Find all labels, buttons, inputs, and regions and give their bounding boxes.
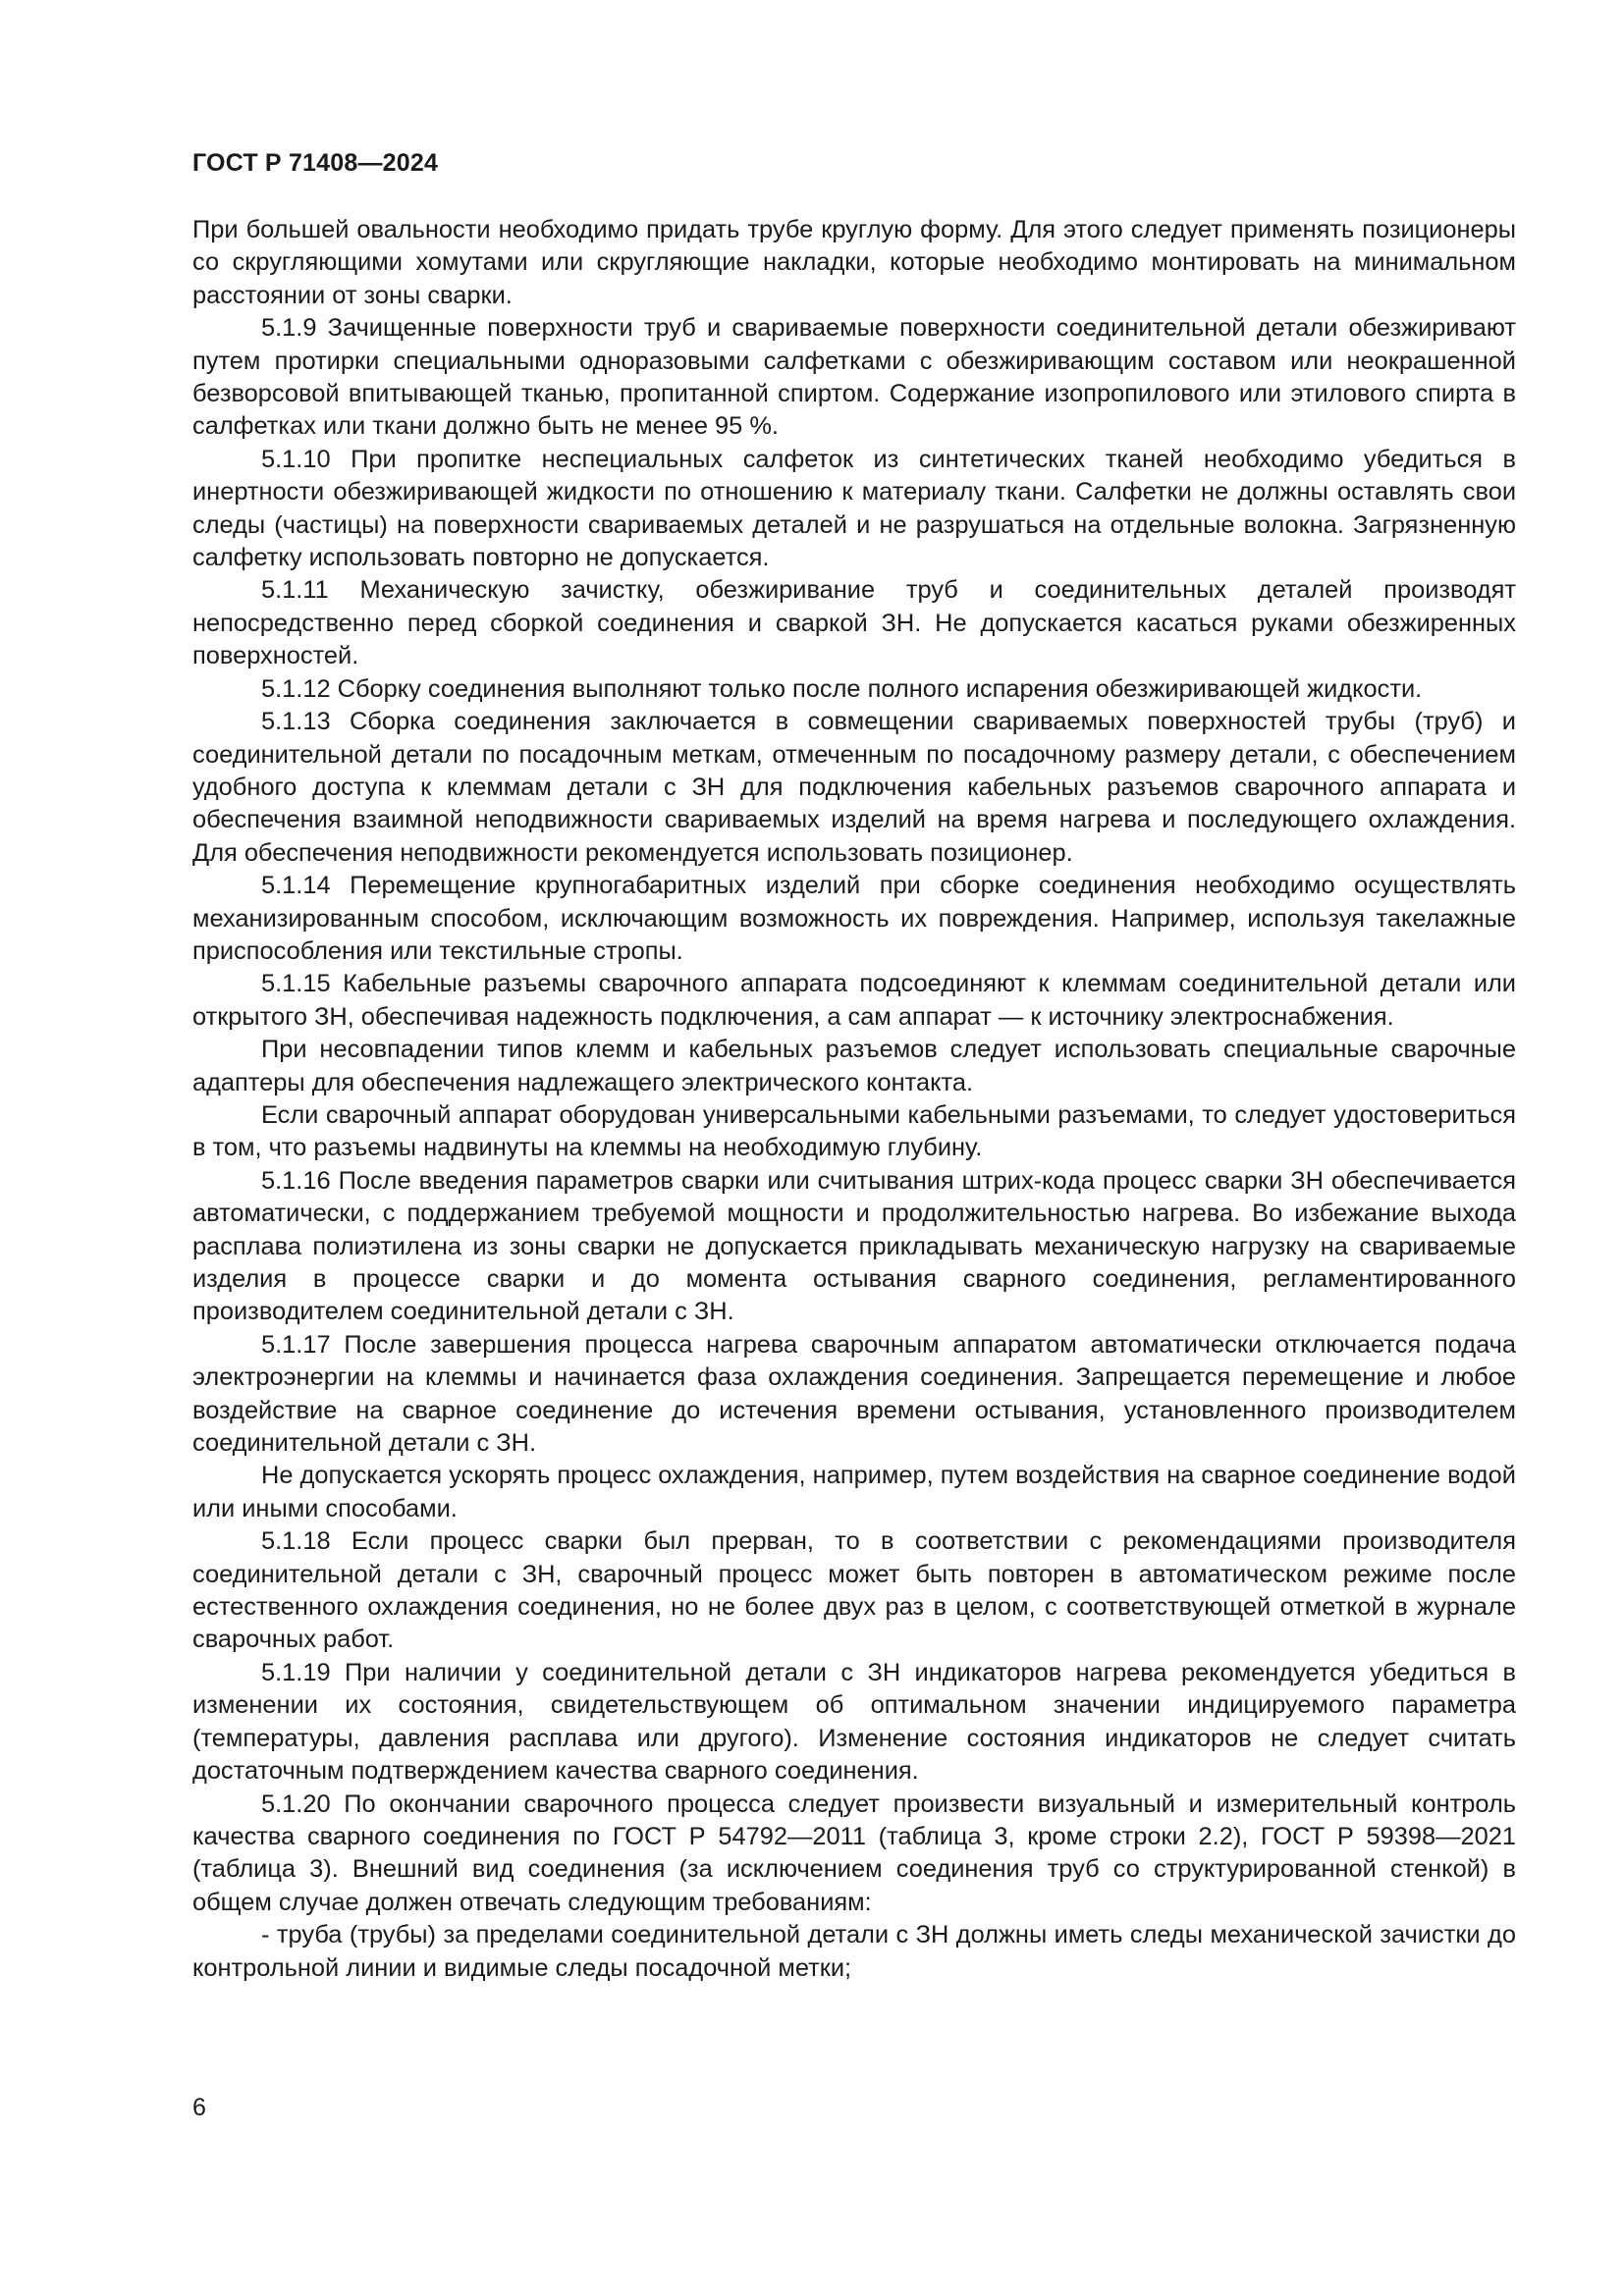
paragraph: 5.1.15 Кабельные разъемы сварочного аппарата подсоединяют к клеммам соединительной детали или открытого ЗН, обеспечивая надежность подключения, а сам аппарат — к источнику электроснабжения.: [192, 970, 1516, 1031]
paragraph: Не допускается ускорять процесс охлаждения, например, путем воздействия на сварное соединение водой или иными способами.: [192, 1462, 1516, 1522]
paragraph: При несовпадении типов клемм и кабельных разъемов следует использовать специальные сварочные адаптеры для обеспечения надлежащего электрического контакта.: [192, 1036, 1516, 1096]
paragraph: Если сварочный аппарат оборудован универсальными кабельными разъемами, то следует удостовериться в том, что разъемы надвинуты на клеммы на необходимую глубину.: [192, 1100, 1516, 1162]
paragraph: 5.1.20 По окончании сварочного процесса следует произвести визуальный и измерительный контроль качества сварного соединения по ГОСТ Р 54792—2011 (таблица 3, кроме строки 2.2), ГОСТ Р 59398—2021 (таблица 3). Внешний вид соединения (за исключением соединения труб со структурированной стенкой) в общем случае должен отвечать следующим требованиям:: [192, 1789, 1516, 1916]
paragraph: 5.1.13 Сборка соединения заключается в совмещении свариваемых поверхностей трубы (труб) и соединительной детали по посадочным меткам, отмеченным по посадочному размеру детали, с обеспечением удобного доступа к клеммам детали с ЗН для подключения кабельных разъемов сварочного аппарата и обеспечения взаимной неподвижности свариваемых изделий на время нагрева и последующего охлаждения. Для обеспечения неподвижности рекомендуется использовать позиционер.: [192, 708, 1516, 867]
paragraph: 5.1.12 Сборку соединения выполняют только после полного испарения обезжиривающей жидкости.: [261, 674, 1423, 703]
document-header: ГОСТ Р 71408—2024: [192, 149, 439, 177]
document-body: [192, 214, 1516, 1985]
paragraph: 5.1.17 После завершения процесса нагрева сварочным аппаратом автоматически отключается подача электроэнергии на клеммы и начинается фаза охлаждения соединения. Запрещается перемещение и любое воздействие на сварное соединение до истечения времени остывания, установленного производителем соединительной детали с ЗН.: [192, 1330, 1516, 1458]
page-number: 6: [192, 2094, 206, 2121]
list-item: - труба (трубы) за пределами соединительной детали с ЗН должны иметь следы механической зачистки до контрольной линии и видимые следы посадочной метки;: [192, 1921, 1516, 1982]
paragraph: 5.1.9 Зачищенные поверхности труб и свариваемые поверхности соединительной детали обезжиривают путем протирки специальными одноразовыми салфетками с обезжиривающим составом или неокрашенной безворсовой впитывающей тканью, пропитанной спиртом. Содержание изопропилового или этилового спирта в салфетках или ткани должно быть не менее 95 %.: [192, 314, 1516, 441]
paragraph: При большей овальности необходимо придать трубе круглую форму. Для этого следует применять позиционеры со скругляющими хомутами или скругляющие накладки, которые необходимо монтировать на минимальном расстоянии от зоны сварки.: [192, 216, 1516, 309]
paragraph: 5.1.10 При пропитке неспециальных салфеток из синтетических тканей необходимо убедиться в инертности обезжиривающей жидкости по отношению к материалу ткани. Салфетки не должны оставлять свои следы (частицы) на поверхности свариваемых деталей и не разрушаться на отдельные волокна. Загрязненную салфетку использовать повторно не допускается.: [192, 445, 1516, 572]
paragraph: 5.1.18 Если процесс сварки был прерван, то в соответствии с рекомендациями производителя соединительной детали с ЗН, сварочный процесс может быть повторен в автоматическом режиме после естественного охлаждения соединения, но не более двух раз в целом, с соответствующей отметкой в журнале сварочных работ.: [192, 1527, 1516, 1654]
paragraph: 5.1.11 Механическую зачистку, обезжиривание труб и соединительных деталей производят непосредственно перед сборкой соединения и сваркой ЗН. Не допускается касаться руками обезжиренных поверхностей.: [192, 576, 1516, 670]
paragraph: 5.1.14 Перемещение крупногабаритных изделий при сборке соединения необходимо осуществлять механизированным способом, исключающим возможность их повреждения. Например, используя такелажные приспособления или текстильные стропы.: [192, 872, 1516, 965]
paragraph: 5.1.16 После введения параметров сварки или считывания штрих-кода процесс сварки ЗН обеспечивается автоматически, с поддержанием требуемой мощности и продолжительностью нагрева. Во избежание выхода расплава полиэтилена из зоны сварки не допускается прикладывать механическую нагрузку на свариваемые изделия в процессе сварки и до момента остывания сварного соединения, регламентированного производителем соединительной детали с ЗН.: [192, 1166, 1516, 1326]
paragraph: 5.1.19 При наличии у соединительной детали с ЗН индикаторов нагрева рекомендуется убедиться в изменении их состояния, свидетельствующем об оптимальном значении индицируемого параметра (температуры, давления расплава или другого). Изменение состояния индикаторов не следует считать достаточным подтверждением качества сварного соединения.: [192, 1658, 1516, 1786]
